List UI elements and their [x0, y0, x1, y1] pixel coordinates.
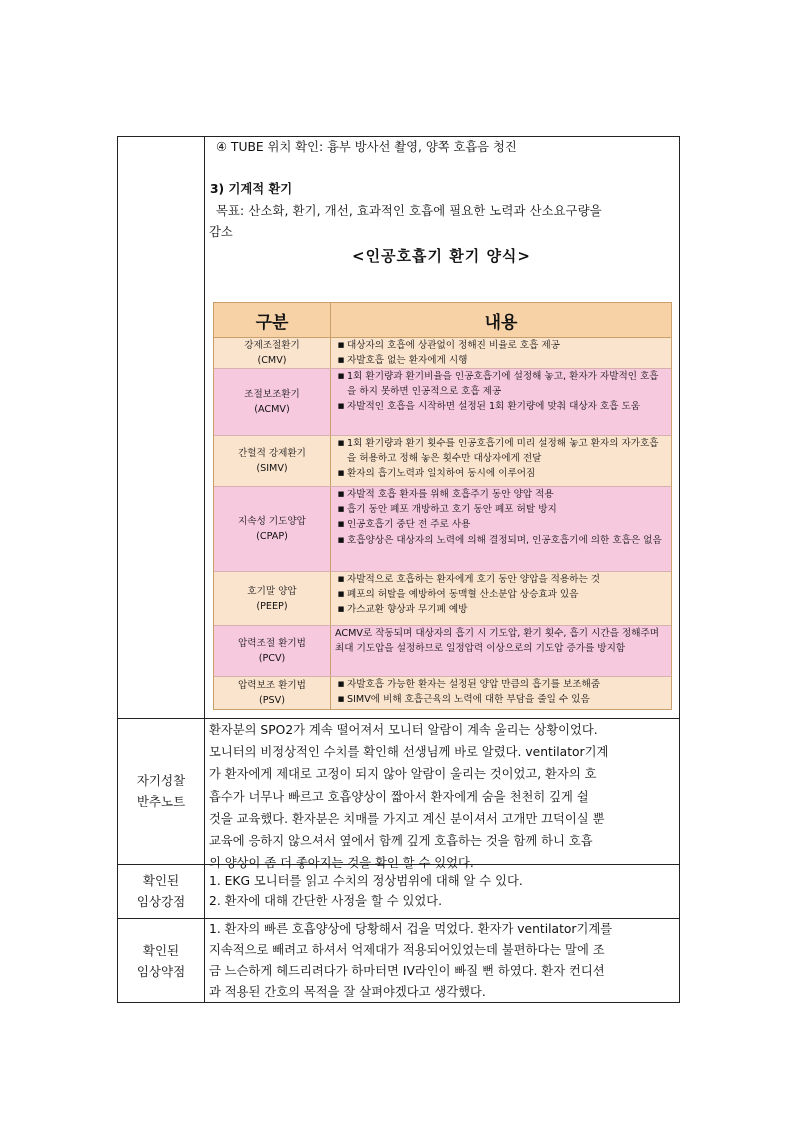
record-table	[117, 136, 680, 1003]
text-line: 1. 환자의 빠른 호흡양상에 당황해서 겁을 먹었다. 환자가 ventilator기계를	[209, 922, 613, 936]
mode-detail: 자발호흡 없는 환자에게 시행	[347, 355, 468, 367]
mode-detail: 자발적으로 호흡하는 환자에게 호기 동안 양압을 적용하는 것	[347, 574, 601, 585]
text-line: 교육에 응하지 않으셔서 옆에서 함께 깊게 호흡하는 것을 함께 하니 호흡	[209, 834, 593, 849]
tube-check-line: ④ TUBE 위치 확인: 흉부 방사선 촬영, 양쪽 호흡음 청진	[216, 140, 517, 154]
text-line: 가 환자에게 제대로 고정이 되지 않아 알람이 울리는 것이었고, 환자의 호	[209, 767, 597, 782]
text-line: 2. 환자에 대해 간단한 사정을 할 수 있었다.	[209, 894, 443, 908]
text-line: 금 느슨하게 헤드리려다가 하마터면 IV라인이 빠질 뻔 하였다. 환자 컨디션	[209, 964, 605, 978]
text-line: 1. EKG 모니터를 읽고 수치의 정상범위에 대해 알 수 있다.	[209, 874, 523, 888]
table-row: 조절보조환기 (ACMV) ■ 1회 환기량과 환기비율을 인공호흡기에 설정해 놓고, 환자가 자발적인 호흡을 하지 못하면 인공적으로 호흡 제공 ■ 자발적인 호흡을 시작하면 설정된 1회 환기량에 맞춰 대상자 호흡 도움	[214, 369, 671, 436]
mode-name: 지속성 기도양압	[238, 516, 306, 527]
mode-detail: 환자의 흡기노력과 일치하여 동시에 이루어짐	[347, 468, 536, 480]
strengths-label	[118, 864, 204, 918]
text-line: 과 적용된 간호의 목적을 잘 살펴야겠다고 생각했다.	[209, 985, 486, 999]
mode-detail: 1회 환기량과 환기비율을 인공호흡기에 설정해 놓고, 환자가 자발적인 호흡을 하지 못하면 인공적으로 호흡 제공	[347, 371, 659, 398]
mode-abbr: (CPAP)	[256, 531, 288, 542]
text-line: 환자분의 SPO2가 계속 떨어져서 모니터 알람이 계속 울리는 상황이었다.	[209, 723, 598, 737]
table-title: <인공호흡기 환기 양식>	[352, 247, 531, 265]
table-row	[214, 626, 671, 677]
mode-detail: SIMV에 비해 호흡근육의 노력에 대한 부담을 줄일 수 있음	[347, 694, 590, 706]
mode-abbr: (PEEP)	[256, 600, 288, 612]
mode-detail: 호흡양상은 대상자의 노력에 의해 결정되며, 인공호흡기에 의한 호흡은 없음	[347, 534, 662, 546]
mode-detail: 흡기 동안 폐포 개방하고 호기 동안 폐포 허탈 방지	[347, 504, 557, 516]
reflection-text	[209, 719, 678, 874]
label-line: 확인된	[142, 873, 180, 888]
text-line: 의 양상이 좀 더 좋아지는 것을 확인 할 수 있었다.	[209, 856, 474, 871]
goal-line-2: 감소	[209, 225, 233, 239]
table-row: 호기말 양압 (PEEP) ■ 자발적으로 호흡하는 환자에게 호기 동안 양압을 적용하는 것 ■ 폐포의 허탈을 예방하여 동맥혈 산소분압 상승효과 있음 ■ 가스교환 향상과 무기폐 예방	[214, 572, 671, 626]
mode-name: 호기말 양압	[247, 585, 297, 597]
mode-detail: ACMV로 작동되며 대상자의 흡기 시 기도압, 환기 횟수, 흡기 시간을 정해주며 최대 기도압을 설정하므로 일정압력 이상으로의 기도압 증가를 방지함	[335, 628, 660, 655]
weaknesses-label	[118, 918, 204, 1004]
table-header	[214, 303, 671, 338]
text-line: 것을 교육했다. 환자분은 치매를 가지고 계신 분이셔서 고개만 끄덕이실 뿐	[209, 811, 605, 826]
table-row: 압력보조 환기법 (PSV) ■ 자발호흡 가능한 환자는 설정된 양압 만큼의 흡기를 보조해줌 ■ SIMV에 비해 호흡근육의 노력에 대한 부담을 줄일 수 있음	[214, 677, 671, 709]
weaknesses-text	[209, 919, 678, 1003]
mode-abbr: (SIMV)	[256, 463, 288, 474]
table-row: 강제조절환기 (CMV) ■ 대상자의 호흡에 상관없이 정해진 비율로 호흡 제공 ■ 자발호흡 없는 환자에게 시행	[214, 338, 671, 369]
goal-line: 목표: 산소화, 환기, 개선, 효과적인 호흡에 필요한 노력과 산소요구량을	[216, 204, 602, 218]
strengths-text	[209, 871, 678, 911]
mode-name: 간헐적 강제환기	[238, 448, 306, 459]
mode-abbr: (CMV)	[257, 355, 287, 366]
mode-abbr: (PCV)	[258, 653, 286, 664]
mode-detail: 자발적 호흡 환자를 위해 호흡주기 동안 양압 적용	[347, 489, 554, 500]
label-line: 반추노트	[136, 794, 186, 809]
mode-abbr: (PSV)	[259, 695, 285, 706]
mode-detail: 인공호흡기 중단 전 주로 사용	[347, 519, 471, 531]
label-line: 임상강점	[136, 894, 186, 909]
mode-name: 압력조절 환기법	[238, 638, 306, 649]
mode-name: 압력보조 환기법	[238, 680, 306, 691]
column-divider	[204, 137, 205, 1002]
text-line: 지속적으로 빼려고 하셔서 억제대가 적용되어있었는데 불편하다는 말에 조	[209, 943, 605, 957]
header-category: 구분	[214, 303, 331, 337]
mode-detail: 자발호흡 가능한 환자는 설정된 양압 만큼의 흡기를 보조해줌	[347, 679, 601, 690]
text-line: 모니터의 비정상적인 수치를 확인해 선생님께 바로 알렸다. ventilator기계	[209, 745, 609, 760]
header-content: 내용	[484, 312, 518, 333]
mode-abbr: (ACMV)	[254, 404, 290, 415]
mode-detail: 자발적인 호흡을 시작하면 설정된 1회 환기량에 맞춰 대상자 호흡 도움	[347, 401, 641, 413]
ventilation-modes-table	[213, 302, 672, 710]
table-row: 지속성 기도양압 (CPAP) ■ 자발적 호흡 환자를 위해 호흡주기 동안 양압 적용 ■ 흡기 동안 폐포 개방하고 호기 동안 폐포 허탈 방지 ■ 인공호흡기 중단 전 주로 사용 ■ 호흡양상은 대상자의 노력에 의해 결정되며, 인공호흡기에 의한 호흡은 없음	[214, 487, 671, 572]
text-line: 흡수가 너무나 빠르고 호흡양상이 짧아서 환자에게 숨을 천천히 깊게 쉴	[209, 789, 589, 804]
mode-detail: 폐포의 허탈을 예방하여 동맥혈 산소분압 상승효과 있음	[347, 589, 579, 601]
label-line: 자기성찰	[136, 773, 186, 788]
reflection-label	[118, 718, 204, 864]
mode-name: 조절보조환기	[244, 389, 300, 400]
mode-detail: 대상자의 호흡에 상관없이 정해진 비율로 호흡 제공	[347, 340, 560, 351]
table-row: 간헐적 강제환기 (SIMV) ■ 1회 환기량과 환기 횟수를 인공호흡기에 미리 설정해 놓고 환자의 자가호흡을 허용하고 정해 놓은 횟수만 대상자에게 전달 ■ 환자의 흡기노력과 일치하여 동시에 이루어짐	[214, 436, 671, 487]
mode-detail: 가스교환 향상과 무기폐 예방	[347, 604, 468, 616]
label-line: 확인된	[142, 943, 180, 958]
mode-detail: 1회 환기량과 환기 횟수를 인공호흡기에 미리 설정해 놓고 환자의 자가호흡을 허용하고 정해 놓은 횟수만 대상자에게 전달	[347, 438, 659, 465]
label-line: 임상약점	[136, 964, 186, 979]
mode-name: 강제조절환기	[244, 340, 300, 351]
section-heading: 3) 기계적 환기	[210, 182, 293, 196]
